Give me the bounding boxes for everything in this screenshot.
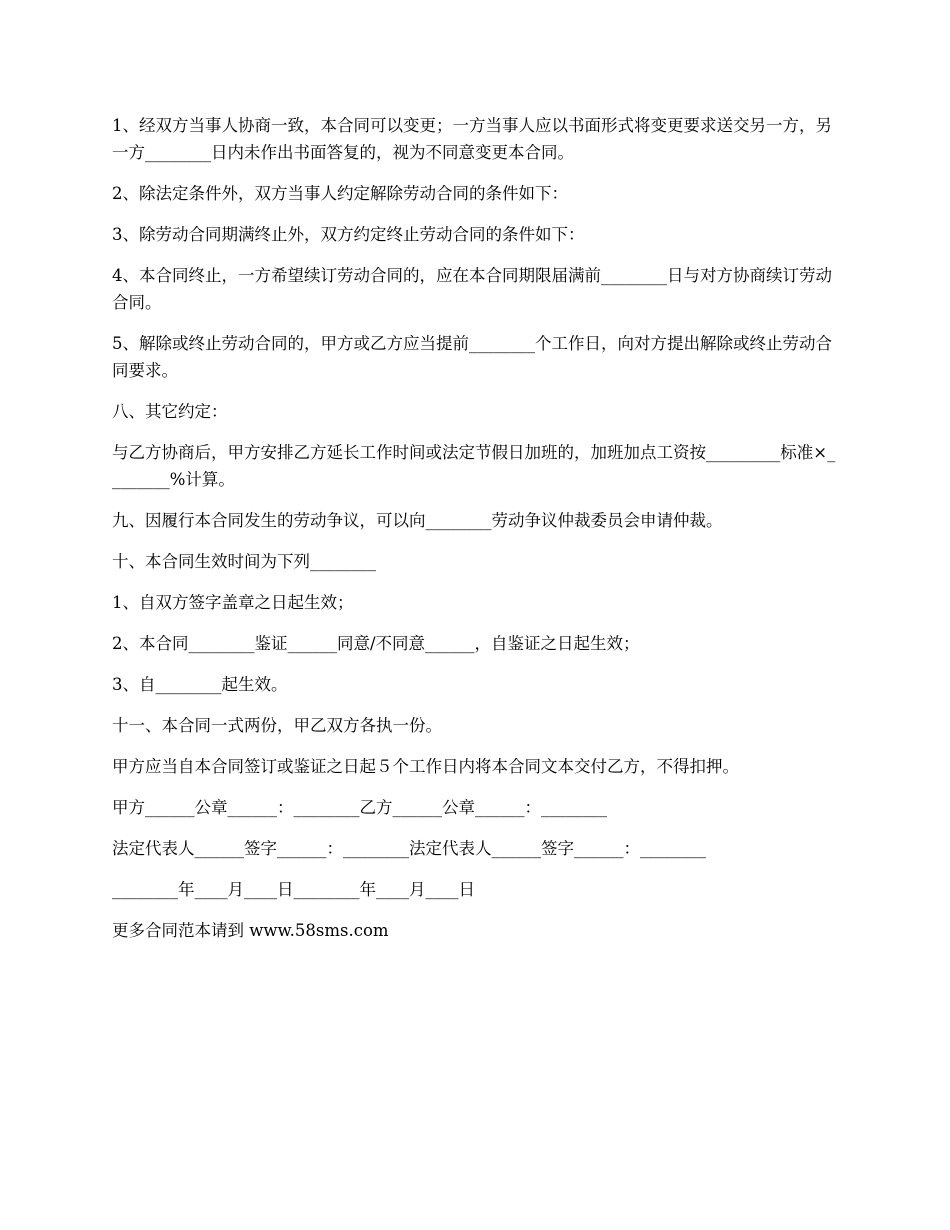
- clause-2-termination-conditions: 2、除法定条件外，双方当事人约定解除劳动合同的条件如下：: [112, 184, 568, 203]
- document-page: [112, 112, 840, 958]
- clause-5-notice: 5、解除或终止劳动合同的，甲方或乙方应当提前________个工作日，向对方提出解除或终止劳动合同要求。: [112, 334, 832, 380]
- clause-4-renewal: 4、本合同终止，一方希望续订劳动合同的，应在本合同期限届满前________日与对方协商续订劳动合同。: [112, 266, 832, 312]
- section-11-copies: 十一、本合同一式两份，甲乙双方各执一份。: [112, 716, 442, 735]
- section-10-heading: 十、本合同生效时间为下列________: [112, 552, 376, 571]
- footer-promo: 更多合同范本请到 www.58sms.com: [112, 921, 389, 940]
- date-line: ________年____月____日________年____月____日: [112, 880, 475, 899]
- effective-option-3: 3、自________起生效。: [112, 675, 288, 694]
- representative-signature-line: 法定代表人______签字______：________法定代表人______签字______：________: [112, 839, 706, 858]
- section-8-heading: 八、其它约定：: [112, 402, 228, 421]
- delivery-clause: 甲方应当自本合同签订或鉴证之日起５个工作日内将本合同文本交付乙方，不得扣押。: [112, 757, 739, 776]
- clause-1-change: 1、经双方当事人协商一致，本合同可以变更；一方当事人应以书面形式将变更要求送交另一方，另一方________日内未作出书面答复的，视为不同意变更本合同。: [112, 116, 832, 162]
- effective-option-1: 1、自双方签字盖章之日起生效；: [112, 593, 354, 612]
- clause-3-end-conditions: 3、除劳动合同期满终止外，双方约定终止劳动合同的条件如下：: [112, 225, 585, 244]
- section-9-arbitration: 九、因履行本合同发生的劳动争议，可以向________劳动争议仲裁委员会申请仲裁。: [112, 511, 723, 530]
- section-8-overtime: 与乙方协商后，甲方安排乙方延长工作时间或法定节假日加班的，加班加点工资按_________标准×________%计算。: [112, 443, 836, 489]
- party-seal-line: 甲方______公章______：________乙方______公章______：________: [112, 798, 607, 817]
- effective-option-2: 2、本合同________鉴证______同意/不同意______，自鉴证之日起生效；: [112, 634, 640, 653]
